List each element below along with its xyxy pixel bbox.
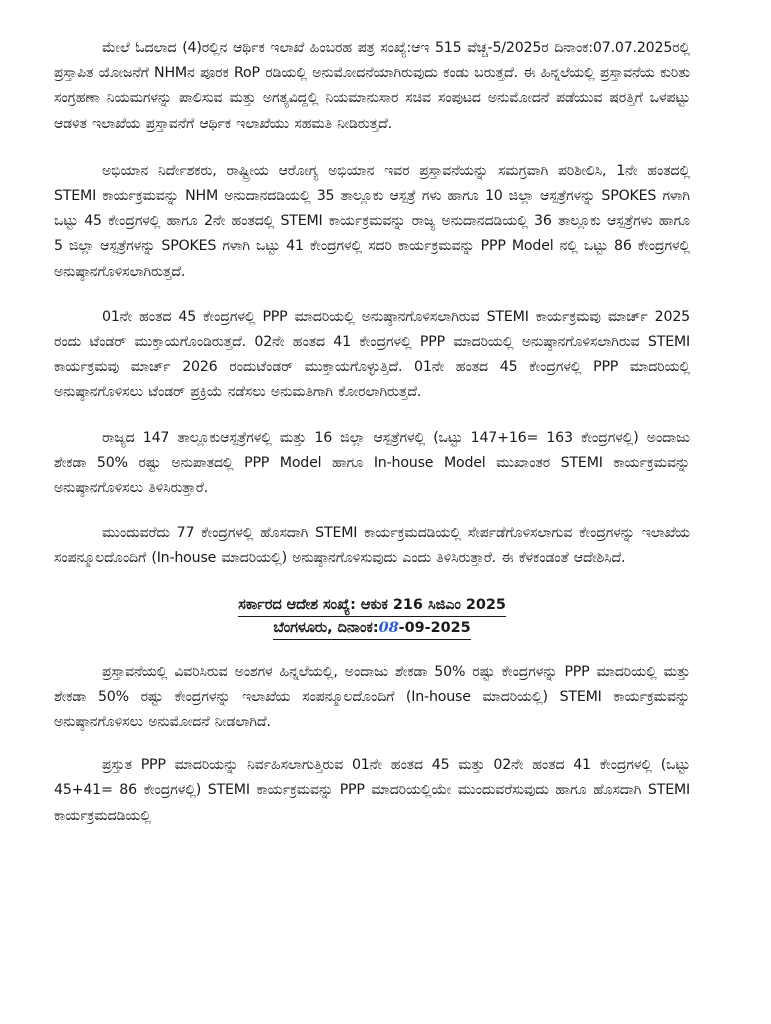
paragraph-mission-director-proposal: ಅಭಿಯಾನ ನಿರ್ದೇಶಕರು, ರಾಷ್ಟ್ರೀಯ ಆರೋಗ್ಯ ಅಭಿಯಾನ ಇವರ ಪ್ರಸ್ತಾವನೆಯನ್ನು ಸಮಗ್ರವಾಗಿ ಪರಿಶೀಲಿಸಿ, 1ನೇ ಹಂತದಲ್ಲಿ STEMI ಕಾರ್ಯಕ್ರಮವನ್ನು NHM ಅನುದಾನದಡಿಯಲ್ಲಿ 35 ತಾಲ್ಲೂಕು ಆಸ್ಪತ್ರೆ ಗಳು ಹಾಗೂ 10 ಜಿಲ್ಲಾ ಆಸ್ಪತ್ರೆಗಳನ್ನು SPOKES ಗಳಾಗಿ ಒಟ್ಟು 45 ಕೇಂದ್ರಗಳಲ್ಲಿ ಹಾಗೂ 2ನೇ ಹಂತದಲ್ಲಿ STEMI ಕಾರ್ಯಕ್ರಮವನ್ನು ರಾಜ್ಯ ಅನುದಾನದಡಿಯಲ್ಲಿ 36 ತಾಲ್ಲೂಕು ಆಸ್ಪತ್ರೆಗಳು ಹಾಗೂ 5 ಜಿಲ್ಲಾ ಆಸ್ಪತ್ರೆಗಳನ್ನು SPOKES ಗಳಾಗಿ ಒಟ್ಟು 41 ಕೇಂದ್ರಗಳಲ್ಲಿ ಸದರಿ ಕಾರ್ಯಕ್ರಮವನ್ನು PPP Model ನಲ್ಲಿ ಒಟ್ಟು 86 ಕೇಂದ್ರಗಳಲ್ಲಿ ಅನುಷ್ಠಾನಗೊಳಿಸಲಾಗಿರುತ್ತದೆ. xyxy=(54,162,690,280)
order-date-suffix: -09-2025 xyxy=(398,619,471,636)
handwritten-day: 08 xyxy=(378,618,399,636)
paragraph-new-centres: ಮುಂದುವರೆದು 77 ಕೇಂದ್ರಗಳಲ್ಲಿ ಹೊಸದಾಗಿ STEMI ಕಾರ್ಯಕ್ರಮದಡಿಯಲ್ಲಿ ಸೇರ್ಪಡೆಗೊಳಿಸಲಾಗುವ ಕೇಂದ್ರಗಳನ್ನು ಇಲಾಖೆಯ ಸಂಪನ್ಮೂಲದೊಂದಿಗೆ (In-house ಮಾದರಿಯಲ್ಲಿ) ಅನುಷ್ಠಾನಗೊಳಿಸುವುದು ಎಂದು ತಿಳಿಸಿರುತ್ತಾರೆ. ಈ ಕೆಳಕಂಡಂತೆ ಆದೇಶಿಸಿದೆ. xyxy=(54,525,690,567)
government-order-heading xyxy=(54,594,690,640)
paragraph-approval: ಪ್ರಸ್ತಾವನೆಯಲ್ಲಿ ವಿವರಿಸಿರುವ ಅಂಶಗಳ ಹಿನ್ನಲೆಯಲ್ಲಿ, ಅಂದಾಜು ಶೇಕಡಾ 50% ರಷ್ಟು ಕೇಂದ್ರಗಳನ್ನು PPP ಮಾದರಿಯಲ್ಲಿ ಮತ್ತು ಶೇಕಡಾ 50% ರಷ್ಟು ಕೇಂದ್ರಗಳನ್ನು ಇಲಾಖೆಯ ಸಂಪನ್ಮೂಲದೊಂದಿಗೆ (In-house ಮಾದರಿಯಲ್ಲಿ) STEMI ಕಾರ್ಯಕ್ರಮವನ್ನು ಅನುಷ್ಠಾನಗೊಳಿಸಲು ಅನುಮೋದನೆ ನೀಡಲಾಗಿದೆ. xyxy=(54,663,690,731)
order-number: ಸರ್ಕಾರದ ಆದೇಶ ಸಂಖ್ಯೆ: ಆಕುಕ 216 ಸಿಜಿಎಂ 2025 xyxy=(238,596,506,617)
paragraph-hospital-ratio: ರಾಜ್ಯದ 147 ತಾಲ್ಲೂಕುಆಸ್ಪತ್ರೆಗಳಲ್ಲಿ ಮತ್ತು 16 ಜಿಲ್ಲಾ ಆಸ್ಪತ್ರೆಗಳಲ್ಲಿ (ಒಟ್ಟು 147+16= 163 ಕೇಂದ್ರಗಳಲ್ಲಿ) ಅಂದಾಜು ಶೇಕಡಾ 50% ರಷ್ಟು ಅನುಪಾತದಲ್ಲಿ PPP Model ಹಾಗೂ In-house Model ಮುಖಾಂತರ STEMI ಕಾರ್ಯಕ್ರಮವನ್ನು ಅನುಷ್ಠಾನಗೊಳಿಸಲು ತಿಳಿಸಿರುತ್ತಾರೆ. xyxy=(54,429,690,497)
order-place-date xyxy=(273,618,470,640)
paragraph-finance-concurrence: ಮೇಲೆ ಓದಲಾದ (4)ರಲ್ಲಿನ ಆರ್ಥಿಕ ಇಲಾಖೆ ಹಿಂಬರಹ ಪತ್ರ ಸಂಖ್ಯೆ:ಆಇ 515 ವೆಚ್ಚ-5/2025ರ ದಿನಾಂಕ:07.07.2025ರಲ್ಲಿ ಪ್ರಸ್ತಾಪಿತ ಯೋಜನೆಗೆ NHMನ ಪೂರಕ RoP ರಡಿಯಲ್ಲಿ ಅನುಮೋದನೆಯಾಗಿರುವುದು ಕಂಡು ಬರುತ್ತದೆ. ಈ ಹಿನ್ನಲೆಯಲ್ಲಿ ಪ್ರಸ್ತಾವನೆಯ ಕುರಿತು ಸಂಗ್ರಹಣಾ ನಿಯಮಗಳನ್ನು ಪಾಲಿಸುವ ಮತ್ತು ಅಗತ್ಯವಿದ್ದಲ್ಲಿ ನಿಯಮಾನುಸಾರ ಸಚಿವ ಸಂಪುಟದ ಅನುಮೋದನೆ ಪಡೆಯುವ ಷರತ್ತಿಗೆ ಒಳಪಟ್ಟು ಆಡಳಿತ ಇಲಾಖೆಯ ಪ್ರಸ್ತಾವನೆಗೆ ಆರ್ಥಿಕ ಇಲಾಖೆಯು ಸಹಮತಿ ನೀಡಿರುತ್ತದೆ. xyxy=(54,40,690,132)
paragraph-ppp-continuation: ಪ್ರಸ್ತುತ PPP ಮಾದರಿಯನ್ನು ನಿರ್ವಹಿಸಲಾಗುತ್ತಿರುವ 01ನೇ ಹಂತದ 45 ಮತ್ತು 02ನೇ ಹಂತದ 41 ಕೇಂದ್ರಗಳಲ್ಲಿ (ಒಟ್ಟು 45+41= 86 ಕೇಂದ್ರಗಳಲ್ಲಿ) STEMI ಕಾರ್ಯಕ್ರಮವನ್ನು PPP ಮಾದರಿಯಲ್ಲಿಯೇ ಮುಂದುವರೆಸುವುದು ಹಾಗೂ ಹೊಸದಾಗಿ STEMI ಕಾರ್ಯಕ್ರಮದಡಿಯಲ್ಲಿ xyxy=(54,757,690,824)
document-page xyxy=(54,36,690,847)
paragraph-tender-status: 01ನೇ ಹಂತದ 45 ಕೇಂದ್ರಗಳಲ್ಲಿ PPP ಮಾದರಿಯಲ್ಲಿ ಅನುಷ್ಠಾನಗೊಳಿಸಲಾಗಿರುವ STEMI ಕಾರ್ಯಕ್ರಮವು ಮಾರ್ಚ್ 2025 ರಂದು ಟೆಂಡರ್ ಮುಕ್ತಾಯಗೊಂಡಿರುತ್ತದೆ. 02ನೇ ಹಂತದ 41 ಕೇಂದ್ರಗಳಲ್ಲಿ PPP ಮಾದರಿಯಲ್ಲಿ ಅನುಷ್ಠಾನಗೊಳಿಸಲಾಗಿರುವ STEMI ಕಾರ್ಯಕ್ರಮವು ಮಾರ್ಚ್ 2026 ರಂದುಟೆಂಡರ್ ಮುಕ್ತಾಯಗೊಳ್ಳುತ್ತಿದೆ. 01ನೇ ಹಂತದ 45 ಕೇಂದ್ರಗಳಲ್ಲಿ PPP ಮಾದರಿಯಲ್ಲಿ ಅನುಷ್ಠಾನಗೊಳಿಸಲು ಟೆಂಡರ್ ಪ್ರಕ್ರಿಯೆ ನಡೆಸಲು ಅನುಮತಿಗಾಗಿ ಕೋರಲಾಗಿರುತ್ತದೆ. xyxy=(54,308,690,401)
order-date-prefix: ಬೆಂಗಳೂರು, ದಿನಾಂಕ: xyxy=(273,619,379,636)
